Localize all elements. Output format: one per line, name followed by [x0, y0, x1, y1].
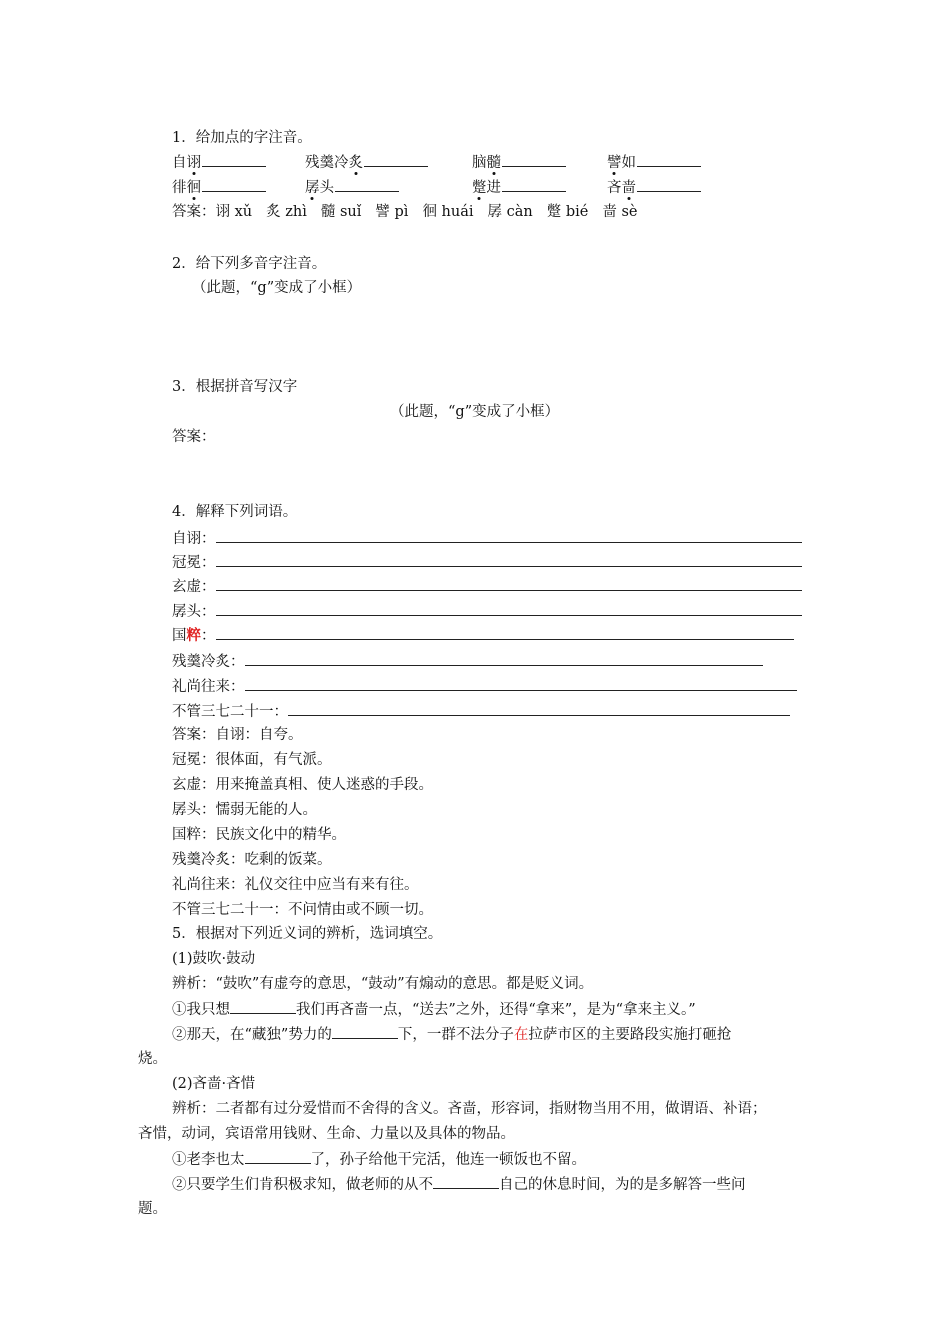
q1-item: 蹩进: [472, 176, 566, 197]
answer-item: 炙 zhì: [266, 204, 307, 220]
answer-line[interactable]: [216, 576, 802, 591]
q4-term-row: [172, 601, 802, 622]
sentence-text: 我们再吝啬一点，“送去”之外，还得“拿来”，是为“拿来主义。”: [296, 1002, 696, 1018]
q2-title: 2．给下列多音字注音。: [172, 256, 327, 272]
sentence-text: 自己的休息时间，为的是多解答一些问: [499, 1177, 746, 1193]
q4-term-row: [172, 528, 802, 549]
q1-item: 孱头: [305, 176, 399, 197]
term-label: 自诩：: [172, 531, 216, 547]
answer-line[interactable]: [216, 528, 802, 543]
term-label: 玄虚：: [172, 579, 216, 595]
sentence-text: ①我只想: [172, 1002, 230, 1018]
answer-blank[interactable]: [637, 152, 701, 167]
answer-line[interactable]: [245, 676, 797, 691]
answer-item: 蹩 bié: [546, 204, 589, 220]
answer-label: 答案：: [172, 204, 216, 220]
q4-term-row: [172, 651, 763, 672]
answer-blank[interactable]: [433, 1174, 499, 1189]
q4-answer: 孱头：懦弱无能的人。: [172, 802, 317, 818]
answer-blank[interactable]: [364, 152, 428, 167]
q2-note: （此题，“g”变成了小框）: [192, 280, 362, 296]
term-highlight: 粹: [186, 627, 201, 644]
q5-part2-sentence1: [172, 1149, 586, 1170]
q4-answer: 冠冕：很体面，有气派。: [172, 752, 332, 768]
q3-note: （此题，“g”变成了小框）: [390, 404, 560, 420]
q1-answer-line: [172, 202, 652, 222]
q1-item: 徘徊: [172, 176, 266, 197]
answer-blank[interactable]: [332, 1024, 398, 1039]
q4-term-row: [172, 676, 797, 697]
q4-answer: 答案：自诩：自夸。: [172, 727, 303, 743]
answer-item: 孱 càn: [487, 204, 533, 220]
answer-line[interactable]: [288, 701, 790, 716]
q5-part1-analysis: 辨析：“鼓吹”有虚夸的意思，“鼓动”有煽动的意思。都是贬义词。: [172, 976, 594, 992]
q4-term-row: [172, 701, 790, 722]
q1-title: 1．给加点的字注音。: [172, 130, 312, 146]
term-label: 礼尚往来：: [172, 679, 245, 695]
term-label: 孱头：: [172, 604, 216, 620]
q1-item: 脑髓: [472, 151, 566, 172]
answer-blank[interactable]: [637, 177, 701, 192]
sentence-text: 了，孙子给他干完活，他连一顿饭也不留。: [310, 1152, 586, 1168]
answer-item: 啬 sè: [602, 204, 638, 220]
term-label: 冠冕：: [172, 555, 216, 571]
q5-title: 5．根据对下列近义词的辨析，选词填空。: [172, 926, 443, 942]
q1-item: 自诩: [172, 151, 266, 172]
q4-term-row: [172, 552, 802, 573]
q1-item: 吝啬: [607, 176, 701, 197]
answer-blank[interactable]: [502, 177, 566, 192]
q4-answer: 不管三七二十一：不问情由或不顾一切。: [172, 902, 433, 918]
sentence-text: 下，一群不法分子: [397, 1027, 514, 1043]
q3-answer-label: 答案：: [172, 429, 216, 445]
q1-item: 譬如: [607, 151, 701, 172]
q3-title: 3．根据拼音写汉字: [172, 379, 298, 395]
q5-part1-sentence2-cont: 烧。: [138, 1051, 167, 1067]
q4-answer: 玄虚：用来掩盖真相、使人迷惑的手段。: [172, 777, 433, 793]
answer-line[interactable]: [216, 601, 802, 616]
q4-answer: 国粹：民族文化中的精华。: [172, 827, 346, 843]
sentence-text: 拉萨市区的主要路段实施打砸抢: [528, 1027, 732, 1043]
answer-blank[interactable]: [502, 152, 566, 167]
q5-part1-title: (1)鼓吹·鼓动: [172, 951, 256, 967]
answer-item: 髓 suǐ: [320, 204, 362, 220]
answer-blank[interactable]: [335, 177, 399, 192]
sentence-text: ②只要学生们肯积极求知，做老师的从不: [172, 1177, 433, 1193]
q5-part2-analysis-cont: 吝惜，动词，宾语常用钱财、生命、力量以及具体的物品。: [138, 1126, 515, 1142]
term-label: 残羹冷炙：: [172, 654, 245, 670]
q5-part2-sentence2-cont: 题。: [138, 1201, 167, 1217]
q4-answer: 礼尚往来：礼仪交往中应当有来有往。: [172, 877, 419, 893]
answer-blank[interactable]: [202, 177, 266, 192]
q5-part1-sentence2: [172, 1024, 731, 1045]
highlight-text: 在: [513, 1027, 529, 1043]
answer-item: 譬 pì: [375, 204, 409, 220]
sentence-text: ①老李也太: [172, 1152, 245, 1168]
q5-part1-sentence1: [172, 999, 696, 1020]
q4-answer: 残羹冷炙：吃剩的饭菜。: [172, 852, 332, 868]
answer-item: 徊 huái: [422, 204, 474, 220]
answer-blank[interactable]: [202, 152, 266, 167]
q4-term-row: [172, 576, 802, 597]
answer-blank[interactable]: [245, 1149, 311, 1164]
term-colon: ：: [201, 628, 216, 644]
sentence-text: ②那天，在“藏独”势力的: [172, 1027, 332, 1043]
q1-item: 残羹冷炙: [305, 151, 428, 172]
answer-line[interactable]: [245, 651, 763, 666]
answer-item: 诩 xǔ: [215, 204, 253, 220]
answer-line[interactable]: [216, 552, 802, 567]
q5-part2-analysis: 辨析：二者都有过分爱惜而不舍得的含义。吝啬，形容词，指财物当用不用，做谓语、补语；: [172, 1101, 767, 1117]
q5-part2-title: (2)吝啬·吝惜: [172, 1076, 256, 1092]
term-label: 国: [172, 628, 187, 644]
answer-blank[interactable]: [230, 999, 296, 1014]
q4-term-row: [172, 625, 794, 646]
q5-part2-sentence2: [172, 1174, 746, 1195]
answer-line[interactable]: [216, 625, 794, 640]
q4-title: 4．解释下列词语。: [172, 504, 298, 520]
term-label: 不管三七二十一：: [172, 704, 288, 720]
